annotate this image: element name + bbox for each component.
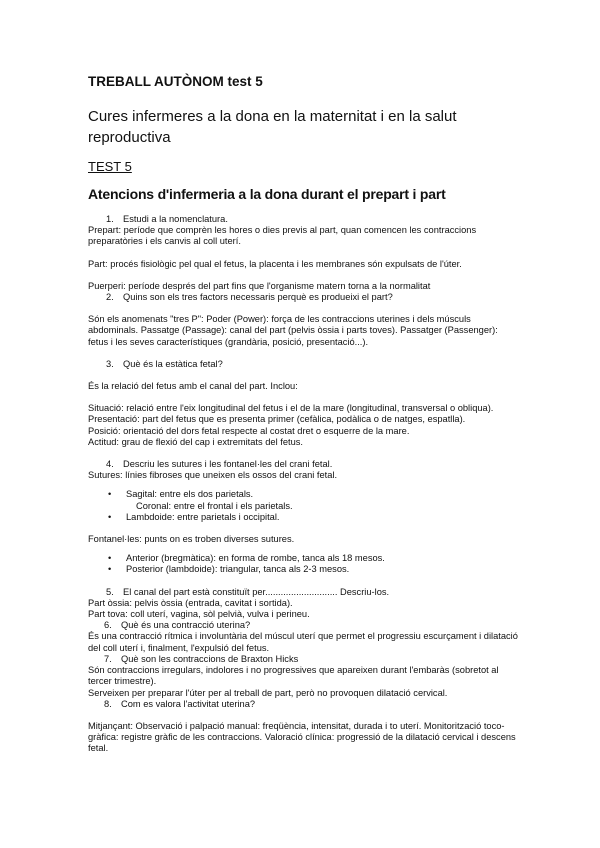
question-4 — [88, 459, 518, 470]
bullet-icon: • — [108, 564, 112, 575]
answer-actitud: Actitud: grau de flexió del cap i extremitats del fetus. — [88, 436, 303, 447]
question-3 — [88, 359, 518, 370]
sutures-list — [88, 489, 518, 500]
sutures-list-cont — [88, 512, 518, 523]
answer-estatica-intro: És la relació del fetus amb el canal del part. Inclou: — [88, 381, 298, 392]
answer-posicio: Posició: orientació del dors fetal respecte al costat dret o esquerre de la mare. — [88, 425, 410, 436]
answer-prepart: Prepart: període que comprèn les hores o dies previs al part, quan comencen les contraccions preparatòries i els canvis al coll uterí. — [88, 225, 477, 247]
bullet-icon: • — [108, 489, 112, 500]
list-item: • Anterior (bregmàtica): en forma de rombe, tanca als 18 mesos. — [108, 553, 385, 564]
answer-braxton-2: Serveixen per preparar l'úter per al treball de part, però no provoquen dilatació cervical. — [88, 687, 448, 698]
question-text: Estudi a la nomenclatura. — [123, 214, 228, 224]
question-1 — [88, 214, 518, 225]
question-8 — [88, 699, 518, 710]
fontanel-list — [88, 553, 518, 575]
answer-part-ossia: Part òssia: pelvis òssia (entrada, cavitat i sortida). — [88, 597, 293, 608]
bullet-icon: • — [108, 511, 112, 522]
course-subtitle: Cures infermeres a la dona en la maternitat i en la salut reproductiva — [88, 108, 457, 146]
answer-three-p: Són els anomenats "tres P": Poder (Power): força de les contraccions uterines i dels músculs abdominals. Passatge (Passage): canal del part (pelvis òssia i parts toves). Passatger (Passenger): fetus i les seves característiques (grandària, posició, presentació...). — [88, 314, 498, 347]
answer-situacio: Situació: relació entre l'eix longitudinal del fetus i el de la mare (longitudinal, transversal o obliqua). — [88, 403, 494, 414]
question-number: 7. — [104, 653, 112, 664]
question-text: Descriu les sutures i les fontanel·les del crani fetal. — [123, 459, 333, 470]
answer-puerperi: Puerperi: període després del part fins que l'organisme matern torna a la normalitat — [88, 280, 431, 291]
question-text: Què és una contracció uterina? — [121, 620, 251, 631]
question-2 — [88, 292, 518, 303]
section-heading: Atencions d'infermeria a la dona durant el prepart i part — [88, 186, 446, 202]
list-item: • Sagital: entre els dos parietals. — [108, 489, 254, 500]
bullet-icon: • — [108, 553, 112, 564]
list-item: • Posterior (lambdoide): triangular, tanca als 2-3 mesos. — [108, 564, 350, 575]
document-body — [88, 214, 518, 755]
answer-fontanel-intro: Fontanel·les: punts on es troben diverses sutures. — [88, 534, 295, 545]
question-number: 2. — [106, 292, 114, 303]
question-5 — [88, 587, 518, 598]
document-title: TREBALL AUTÒNOM test 5 — [88, 74, 263, 89]
list-item: • Lambdoide: entre parietals i occipital. — [108, 511, 280, 522]
question-text: Què és la estàtica fetal? — [123, 358, 223, 369]
question-number: 5. — [106, 586, 114, 597]
answer-contraccio: És una contracció rítmica i involuntària del múscul uterí que permet el progressiu escurçament i dilatació del coll uterí i, finalment, l'expulsió del fetus. — [88, 631, 518, 653]
question-text: Què son les contraccions de Braxton Hicks — [121, 653, 299, 664]
question-text: El canal del part està constituït per............................ Descriu-los. — [123, 586, 390, 597]
answer-part-tova: Part tova: coll uterí, vagina, sòl pelvià, vulva i perineu. — [88, 609, 310, 620]
answer-braxton-1: Són contraccions irregulars, indolores i no progressives que apareixen durant l'embaràs (sobretot al tercer trimestre). — [88, 665, 499, 687]
answer-coronal: Coronal: entre el frontal i els parietals. — [136, 500, 293, 511]
answer-part: Part: procés fisiològic pel qual el fetus, la placenta i les membranes són expulsats de l'úter. — [88, 258, 462, 269]
answer-activitat: Mitjançant: Observació i palpació manual: freqüència, intensitat, durada i to uterí. Monitorització toco-gràfica: registre gràfic de les contraccions. Valoració clínica: progressió de la dilatació cervical i descens fetal. — [88, 720, 516, 754]
question-number: 8. — [104, 698, 112, 709]
question-text: Quins son els tres factors necessaris perquè es produeixi el part? — [123, 292, 393, 303]
answer-presentacio: Presentació: part del fetus que es presenta primer (cefàlica, podàlica o de natges, espatlla). — [88, 414, 466, 425]
answer-sutures-intro: Sutures: línies fibroses que uneixen els ossos del crani fetal. — [88, 470, 338, 481]
question-number: 6. — [104, 620, 112, 631]
question-7 — [88, 654, 518, 665]
question-number: 3. — [106, 358, 114, 369]
test-label: TEST 5 — [88, 159, 132, 174]
question-number: 1. — [106, 214, 114, 224]
question-number: 4. — [106, 459, 114, 470]
question-text: Com es valora l'activitat uterina? — [121, 698, 256, 709]
question-6 — [88, 620, 518, 631]
